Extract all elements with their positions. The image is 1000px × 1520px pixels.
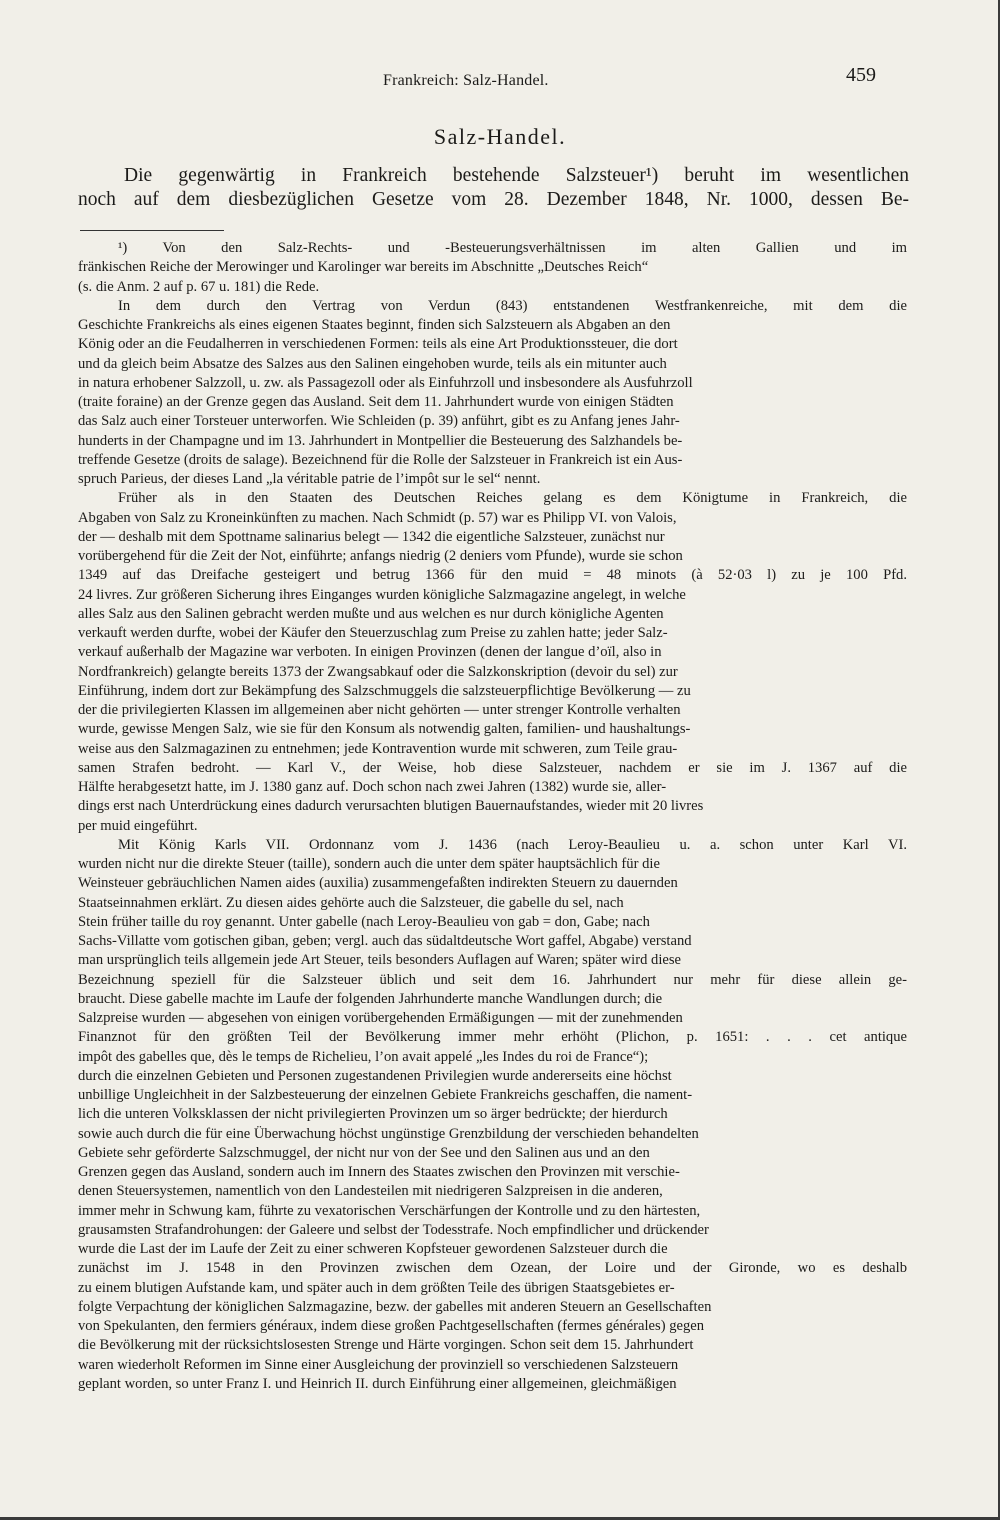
- footnote-line: Einführung, indem dort zur Bekämpfung des Salzschmuggels die salzsteuerpflichtige Bevölkerung — zu: [78, 682, 691, 699]
- footnote-line: wurde die Last der im Laufe der Zeit zu einer schweren Kopfsteuer gewordenen Salzsteuer durch die: [78, 1241, 668, 1257]
- footnote-line: 24 livres. Zur größeren Sicherung ihres Einganges wurden königliche Salzmagazine angelegt, in welche: [78, 586, 686, 603]
- footnote-line: dings erst nach Unterdrückung eines dadurch verursachten blutigen Bauernaufstandes, wieder mit 20 livres: [78, 798, 704, 815]
- footnote-line: von Spekulanten, den fermiers généraux, indem diese großen Pachtgesellschaften (fermes générales) gegen: [78, 1318, 705, 1334]
- footnote-line: hunderts in der Champagne und im 13. Jahrhundert in Montpellier die Besteuerung des Salzhandels be-: [78, 432, 683, 449]
- footnote-rule: [80, 230, 224, 231]
- footnote-line: Stein früher taille du roy genannt. Unter gabelle (nach Leroy-Beaulieu von gab = don, Gabe; nach: [78, 913, 650, 930]
- footnote-line: wurde, gewisse Mengen Salz, wie sie für den Konsum als notwendig galten, familien- und haushaltungs-: [78, 721, 691, 738]
- footnote-line: man ursprünglich teils allgemein jede Art Steuer, teils besonders Auflagen auf Waren; später wird diese: [78, 952, 682, 969]
- footnote-line: geplant worden, so unter Franz I. und Heinrich II. durch Einführung einer allgemeinen, gleichmäßigen: [78, 1375, 677, 1392]
- footnote-line: In dem durch den Vertrag von Verdun (843) entstandenen Westfrankenreiche, mit dem die: [118, 297, 907, 314]
- footnote-line: der — deshalb mit dem Spottname salinarius belegt — 1342 die eigentliche Salzsteuer, zunächst nur: [78, 528, 665, 545]
- footnote-line: Weinsteuer gebräuchlichen Namen aides (auxilia) zusammengefaßten indirekten Steuern zu dauernden: [78, 875, 678, 892]
- footnote-line: samen Strafen bedroht. — Karl V., der Weise, hob diese Salzsteuer, nachdem er sie im J. 1367 auf die: [78, 759, 907, 776]
- lead-line: noch auf dem diesbezüglichen Gesetze vom 28. Dezember 1848, Nr. 1000, dessen Be-: [78, 189, 909, 210]
- footnote-line: 1349 auf das Dreifache gesteigert und betrug 1366 für den muid = 48 minots (à 52·03 l) zu je 100 Pfd.: [78, 567, 907, 584]
- footnote-line: König oder an die Feudalherren in verschiedenen Formen: teils als eine Art Produktionssteuer, die dort: [78, 336, 678, 353]
- footnote-line: (traite foraine) an der Grenze gegen das Ausland. Seit dem 11. Jahrhundert wurde von einigen Städten: [78, 394, 674, 410]
- footnote-line: unbillige Ungleichheit in der Salzbesteuerung der einzelnen Gebiete Frankreichs geschaffen, die nament-: [78, 1087, 693, 1103]
- footnote-line: Staatseinnahmen erklärt. Zu diesen aides gehörte auch die Salzsteuer, die gabelle du sel, nach: [78, 894, 624, 911]
- footnote-line: die Bevölkerung mit der rücksichtslosesten Strenge und Härte vorgingen. Schon seit dem 15. Jahrhundert: [78, 1337, 694, 1354]
- footnote-line: Grenzen gegen das Ausland, sondern auch im Innern des Staates zwischen den Provinzen mit verschie-: [78, 1164, 680, 1180]
- footnote-line: sowie auch durch die für eine Überwachung höchst ungünstige Grenzbildung der verschieden behandelten: [78, 1125, 699, 1142]
- footnote-line: Nordfrankreich) gelangte bereits 1373 der Zwangsabkauf oder die Salzkonskription (devoir du sel) zur: [78, 663, 678, 680]
- footnote-line: Bezeichnung speziell für die Salzsteuer üblich und seit dem 16. Jahrhundert nur mehr für diese allein ge-: [78, 971, 907, 988]
- footnote-line: weise aus den Salzmagazinen zu entnehmen; jede Kontravention wurde mit schweren, zum Teile grau-: [78, 740, 678, 757]
- footnote-line: in natura erhobener Salzzoll, u. zw. als Passagezoll oder als Einfuhrzoll und insbesondere als Ausfuhrzoll: [78, 374, 693, 391]
- footnote-line: spruch Parieus, der dieses Land „la véritable patrie de l’impôt sur le sel“ nennt.: [78, 471, 541, 487]
- footnote-line: verkauf außerhalb der Magazine war verboten. In einigen Provinzen (denen der langue d’oïl, also in: [78, 644, 662, 661]
- footnote-line: impôt des gabelles que, dès le temps de Richelieu, l’on avait appelé „les Indes du roi de France“);: [78, 1048, 649, 1065]
- footnote-line: wurden nicht nur die direkte Steuer (taille), sondern auch die unter dem später hauptsächlich für die: [78, 856, 660, 872]
- footnote-line: folgte Verpachtung der königlichen Salzmagazine, bezw. der gabelles mit anderen Steuern an Gesellschaften: [78, 1298, 712, 1315]
- footnote-line: treffende Gesetze (droits de salage). Bezeichnend für die Rolle der Salzsteuer in Frankreich ist ein Aus-: [78, 451, 683, 468]
- footnote-line: Gebiete sehr geförderte Salzschmuggel, der nicht nur von der See und den Salinen aus und an den: [78, 1144, 650, 1161]
- footnote-line: grausamsten Strafandrohungen: der Galeere und selbst der Todesstrafe. Noch empfindlicher und drückender: [78, 1221, 709, 1238]
- footnote-line: vorübergehend für die Zeit der Not, einführte; anfangs niedrig (2 deniers vom Pfunde), wurde sie schon: [78, 548, 683, 564]
- footnote-line: zunächst im J. 1548 in den Provinzen zwischen dem Ozean, der Loire und der Gironde, wo es deshalb: [78, 1260, 907, 1277]
- footnote-line: zu einem blutigen Aufstande kam, und später auch in dem größten Teile des übrigen Staatsgebietes er-: [78, 1279, 675, 1296]
- footnote-line: alles Salz aus den Salinen gebracht werden mußte und aus welchen es nur durch königliche Agenten: [78, 605, 664, 622]
- footnote-line: das Salz auch einer Torsteuer unterworfen. Wie Schleiden (p. 39) anführt, gibt es zu Anfang jenes Jahr-: [78, 413, 680, 430]
- running-head: Frankreich: Salz-Handel.: [383, 72, 549, 89]
- page-number: 459: [846, 64, 876, 86]
- footnote-line: fränkischen Reiche der Merowinger und Karolinger war bereits im Abschnitte „Deutsches Reich“: [78, 259, 649, 276]
- footnote-line: lich die unteren Volksklassen der nicht privilegierten Provinzen um so ärger bedrückte; der hierdurch: [78, 1106, 668, 1123]
- footnote-line: per muid eingeführt.: [78, 817, 198, 834]
- footnote-line: ¹) Von den Salz-Rechts- und -Besteuerungsverhältnissen im alten Gallien und im: [118, 240, 907, 256]
- footnote-line: Salzpreise wurden — abgesehen von einigen vorübergehenden Ermäßigungen — mit der zunehmenden: [78, 1010, 683, 1026]
- footnote-line: der die privilegierten Klassen im allgemeinen aber nicht gehörten — unter strenger Kontrolle verhalten: [78, 702, 681, 718]
- footnote-line: Finanznot für den größten Teil der Bevölkerung immer mehr erhöht (Plichon, p. 1651: . . . cet antique: [78, 1029, 907, 1046]
- lead-paragraph: [78, 164, 909, 212]
- footnote-block: [78, 239, 907, 1394]
- footnote-line: Sachs-Villatte vom gotischen giban, geben; vergl. auch das südaltdeutsche Wort gaffel, Abgabe) verstand: [78, 933, 692, 949]
- lead-line: Die gegenwärtig in Frankreich bestehende Salzsteuer¹) beruht im wesentlichen: [124, 165, 909, 186]
- page-header: [0, 64, 1000, 94]
- footnote-line: braucht. Diese gabelle machte im Laufe der folgenden Jahrhunderte manche Wandlungen durch; die: [78, 990, 663, 1007]
- footnote-line: Abgaben von Salz zu Kroneinkünften zu machen. Nach Schmidt (p. 57) war es Philipp VI. von Valois,: [78, 509, 677, 526]
- footnote-line: Geschichte Frankreichs als eines eigenen Staates beginnt, finden sich Salzsteuern als Abgaben an den: [78, 317, 671, 333]
- section-title: Salz-Handel.: [433, 124, 567, 149]
- footnote-line: Früher als in den Staaten des Deutschen Reiches gelang es dem Königtume in Frankreich, die: [118, 490, 907, 507]
- footnote-line: denen Steuersystemen, namentlich von den Landesteilen mit niedrigeren Salzpreisen in die anderen,: [78, 1183, 663, 1200]
- footnote-line: immer mehr in Schwung kam, führte zu vexatorischen Verschärfungen der Kontrolle und zu den härtesten,: [78, 1202, 701, 1219]
- footnote-line: waren wiederholt Reformen im Sinne einer Ausgleichung der provinziell so verschiedenen Salzsteuern: [78, 1356, 679, 1373]
- footnote-line: und da gleich beim Absatze des Salzes aus den Salinen eingehoben wurde, teils als ein mitunter auch: [78, 355, 667, 372]
- footnote-line: Hälfte herabgesetzt hatte, im J. 1380 ganz auf. Doch schon nach zwei Jahren (1382) wurde sie, aller-: [78, 779, 667, 795]
- footnote-line: verkauft werden durfte, wobei der Käufer den Steuerzuschlag zum Preise zu zahlen hatte; jeder Salz-: [78, 625, 668, 641]
- footnote-line: Mit König Karls VII. Ordonnanz vom J. 1436 (nach Leroy-Beaulieu u. a. schon unter Karl VI.: [118, 836, 907, 853]
- footnote-line: (s. die Anm. 2 auf p. 67 u. 181) die Rede.: [78, 278, 320, 295]
- footnote-line: durch die einzelnen Gebieten und Personen zugestandenen Privilegien wurde andererseits eine höchst: [78, 1067, 672, 1084]
